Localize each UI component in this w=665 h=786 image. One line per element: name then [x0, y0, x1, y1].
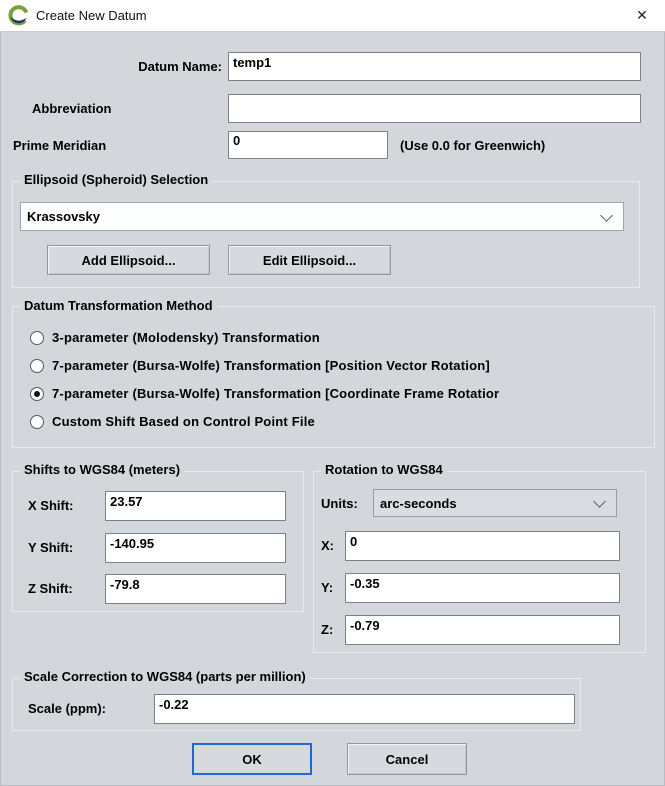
- close-button[interactable]: [619, 0, 665, 31]
- scale-ppm-label: Scale (ppm):: [28, 701, 107, 716]
- greenwich-hint: (Use 0.0 for Greenwich): [400, 138, 546, 153]
- globe-swirl-icon: [8, 5, 29, 26]
- rotation-z-input[interactable]: [345, 615, 620, 645]
- rotation-x-label: X:: [321, 538, 334, 553]
- units-label: Units:: [321, 496, 358, 511]
- abbreviation-label: Abbreviation: [32, 101, 112, 116]
- radio-label: 3-parameter (Molodensky) Transformation: [52, 330, 320, 345]
- window-title: Create New Datum: [36, 8, 147, 23]
- rotation-z-label: Z:: [321, 622, 334, 637]
- datum-name-label: Datum Name:: [138, 59, 222, 74]
- radio-option-bursa-wolfe-position-vector[interactable]: [30, 357, 490, 374]
- radio-circle[interactable]: [30, 415, 44, 429]
- scale-group-label: Scale Correction to WGS84 (parts per million): [20, 669, 310, 685]
- close-icon: ✕: [636, 7, 648, 23]
- radio-label: Custom Shift Based on Control Point File: [52, 414, 315, 429]
- radio-option-custom-shift[interactable]: [30, 413, 315, 430]
- x-shift-label: X Shift:: [28, 498, 74, 513]
- transformation-group-label: Datum Transformation Method: [20, 298, 217, 314]
- radio-circle[interactable]: [30, 331, 44, 345]
- radio-option-molodensky[interactable]: [30, 329, 320, 346]
- titlebar: [0, 0, 665, 32]
- radio-label: 7-parameter (Bursa-Wolfe) Transformation [Position Vector Rotation]: [52, 358, 490, 373]
- units-selected-value: arc-seconds: [380, 495, 457, 511]
- x-shift-input[interactable]: [105, 491, 286, 521]
- y-shift-label: Y Shift:: [28, 540, 74, 555]
- chevron-down-icon: [593, 495, 606, 508]
- shifts-group-label: Shifts to WGS84 (meters): [20, 462, 184, 478]
- radio-option-bursa-wolfe-coordinate-frame[interactable]: [30, 385, 499, 402]
- radio-circle[interactable]: [30, 359, 44, 373]
- rotation-y-label: Y:: [321, 580, 334, 595]
- rotation-x-input[interactable]: [345, 531, 620, 561]
- prime-meridian-input[interactable]: [228, 131, 388, 159]
- units-select[interactable]: [373, 489, 617, 517]
- radio-label: 7-parameter (Bursa-Wolfe) Transformation [Coordinate Frame Rotatior: [52, 386, 500, 401]
- datum-name-input[interactable]: [228, 52, 641, 81]
- y-shift-input[interactable]: [105, 533, 286, 563]
- ellipsoid-group-label: Ellipsoid (Spheroid) Selection: [20, 172, 212, 188]
- cancel-button[interactable]: Cancel: [347, 743, 467, 775]
- add-ellipsoid-button[interactable]: Add Ellipsoid...: [47, 245, 210, 275]
- z-shift-input[interactable]: [105, 574, 286, 604]
- z-shift-label: Z Shift:: [28, 581, 73, 596]
- ok-button[interactable]: OK: [192, 743, 312, 775]
- abbreviation-input[interactable]: [228, 94, 641, 123]
- scale-ppm-input[interactable]: [154, 694, 575, 724]
- rotation-y-input[interactable]: [345, 573, 620, 603]
- chevron-down-icon: [600, 209, 613, 222]
- ellipsoid-selected-value: Krassovsky: [27, 209, 100, 224]
- ellipsoid-select[interactable]: [20, 202, 624, 231]
- edit-ellipsoid-button[interactable]: Edit Ellipsoid...: [228, 245, 391, 275]
- radio-circle[interactable]: [30, 387, 44, 401]
- prime-meridian-label: Prime Meridian: [13, 138, 107, 153]
- rotation-group-label: Rotation to WGS84: [321, 462, 447, 478]
